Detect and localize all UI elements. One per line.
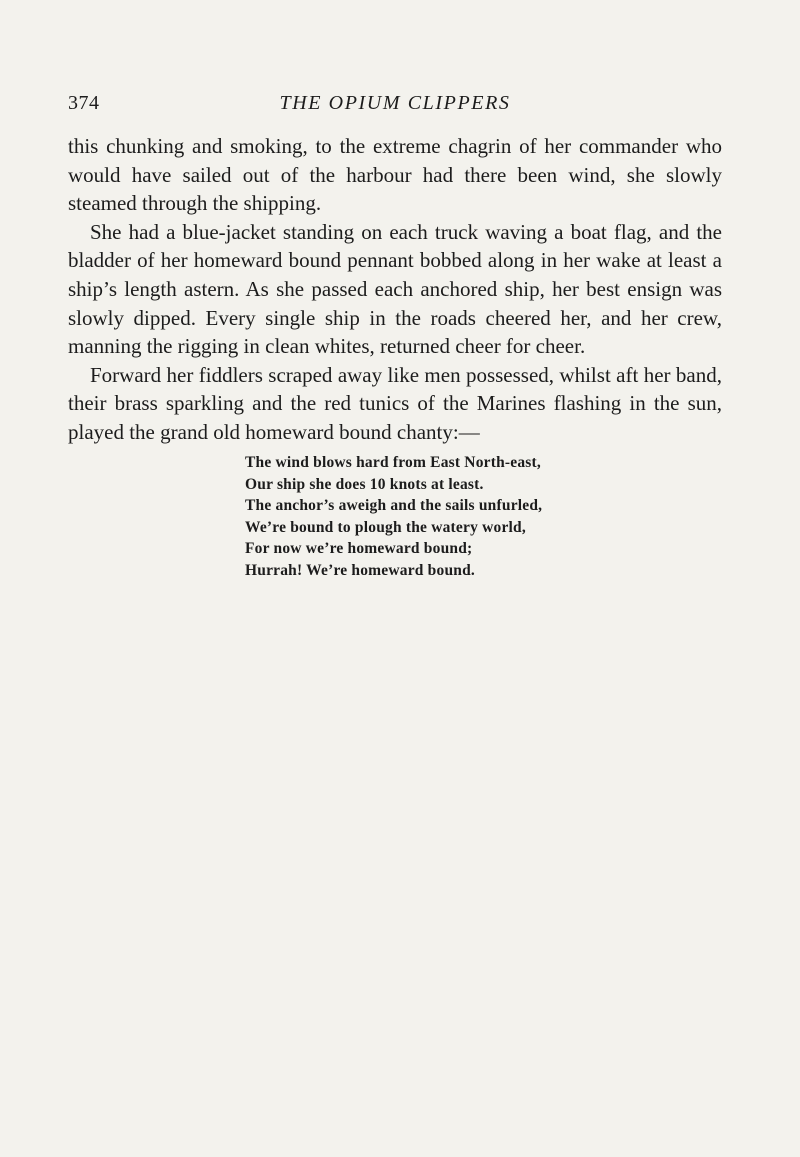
running-head bbox=[68, 92, 722, 122]
verse-line: The anchor’s aweigh and the sails unfurled, bbox=[245, 497, 543, 515]
running-title: THE OPIUM CLIPPERS bbox=[279, 92, 511, 114]
verse-line: Our ship she does 10 knots at least. bbox=[245, 475, 484, 493]
verse-line: Hurrah! We’re homeward bound. bbox=[245, 561, 475, 579]
verse-line: For now we’re homeward bound; bbox=[245, 540, 473, 558]
verse-line: We’re bound to plough the watery world, bbox=[245, 518, 526, 536]
paragraph-continued: this chunking and smoking, to the extreme chagrin of her commander who would have sailed out of the harbour had there been wind, she slowly steamed through the shipping. bbox=[68, 134, 722, 216]
paragraph-ship-departure: She had a blue-jacket standing on each truck waving a boat flag, and the bladder of her homeward bound pennant bobbed along in her wake at least a ship’s length astern. As she passed each anchored ship, her best ensign was slowly dipped. Every single ship in the roads cheered her, and her crew, manning the rigging in clean whites, returned cheer for cheer. bbox=[68, 219, 722, 359]
page-number: 374 bbox=[68, 92, 100, 114]
chanty-verse bbox=[245, 452, 715, 582]
paragraph-band-playing: Forward her fiddlers scraped away like men possessed, whilst aft her band, their brass sparkling and the red tunics of the Marines flashing in the sun, played the grand old homeward bound chanty:— bbox=[68, 362, 722, 444]
verse-line: The wind blows hard from East North-east, bbox=[245, 454, 541, 471]
body-text bbox=[68, 132, 722, 447]
